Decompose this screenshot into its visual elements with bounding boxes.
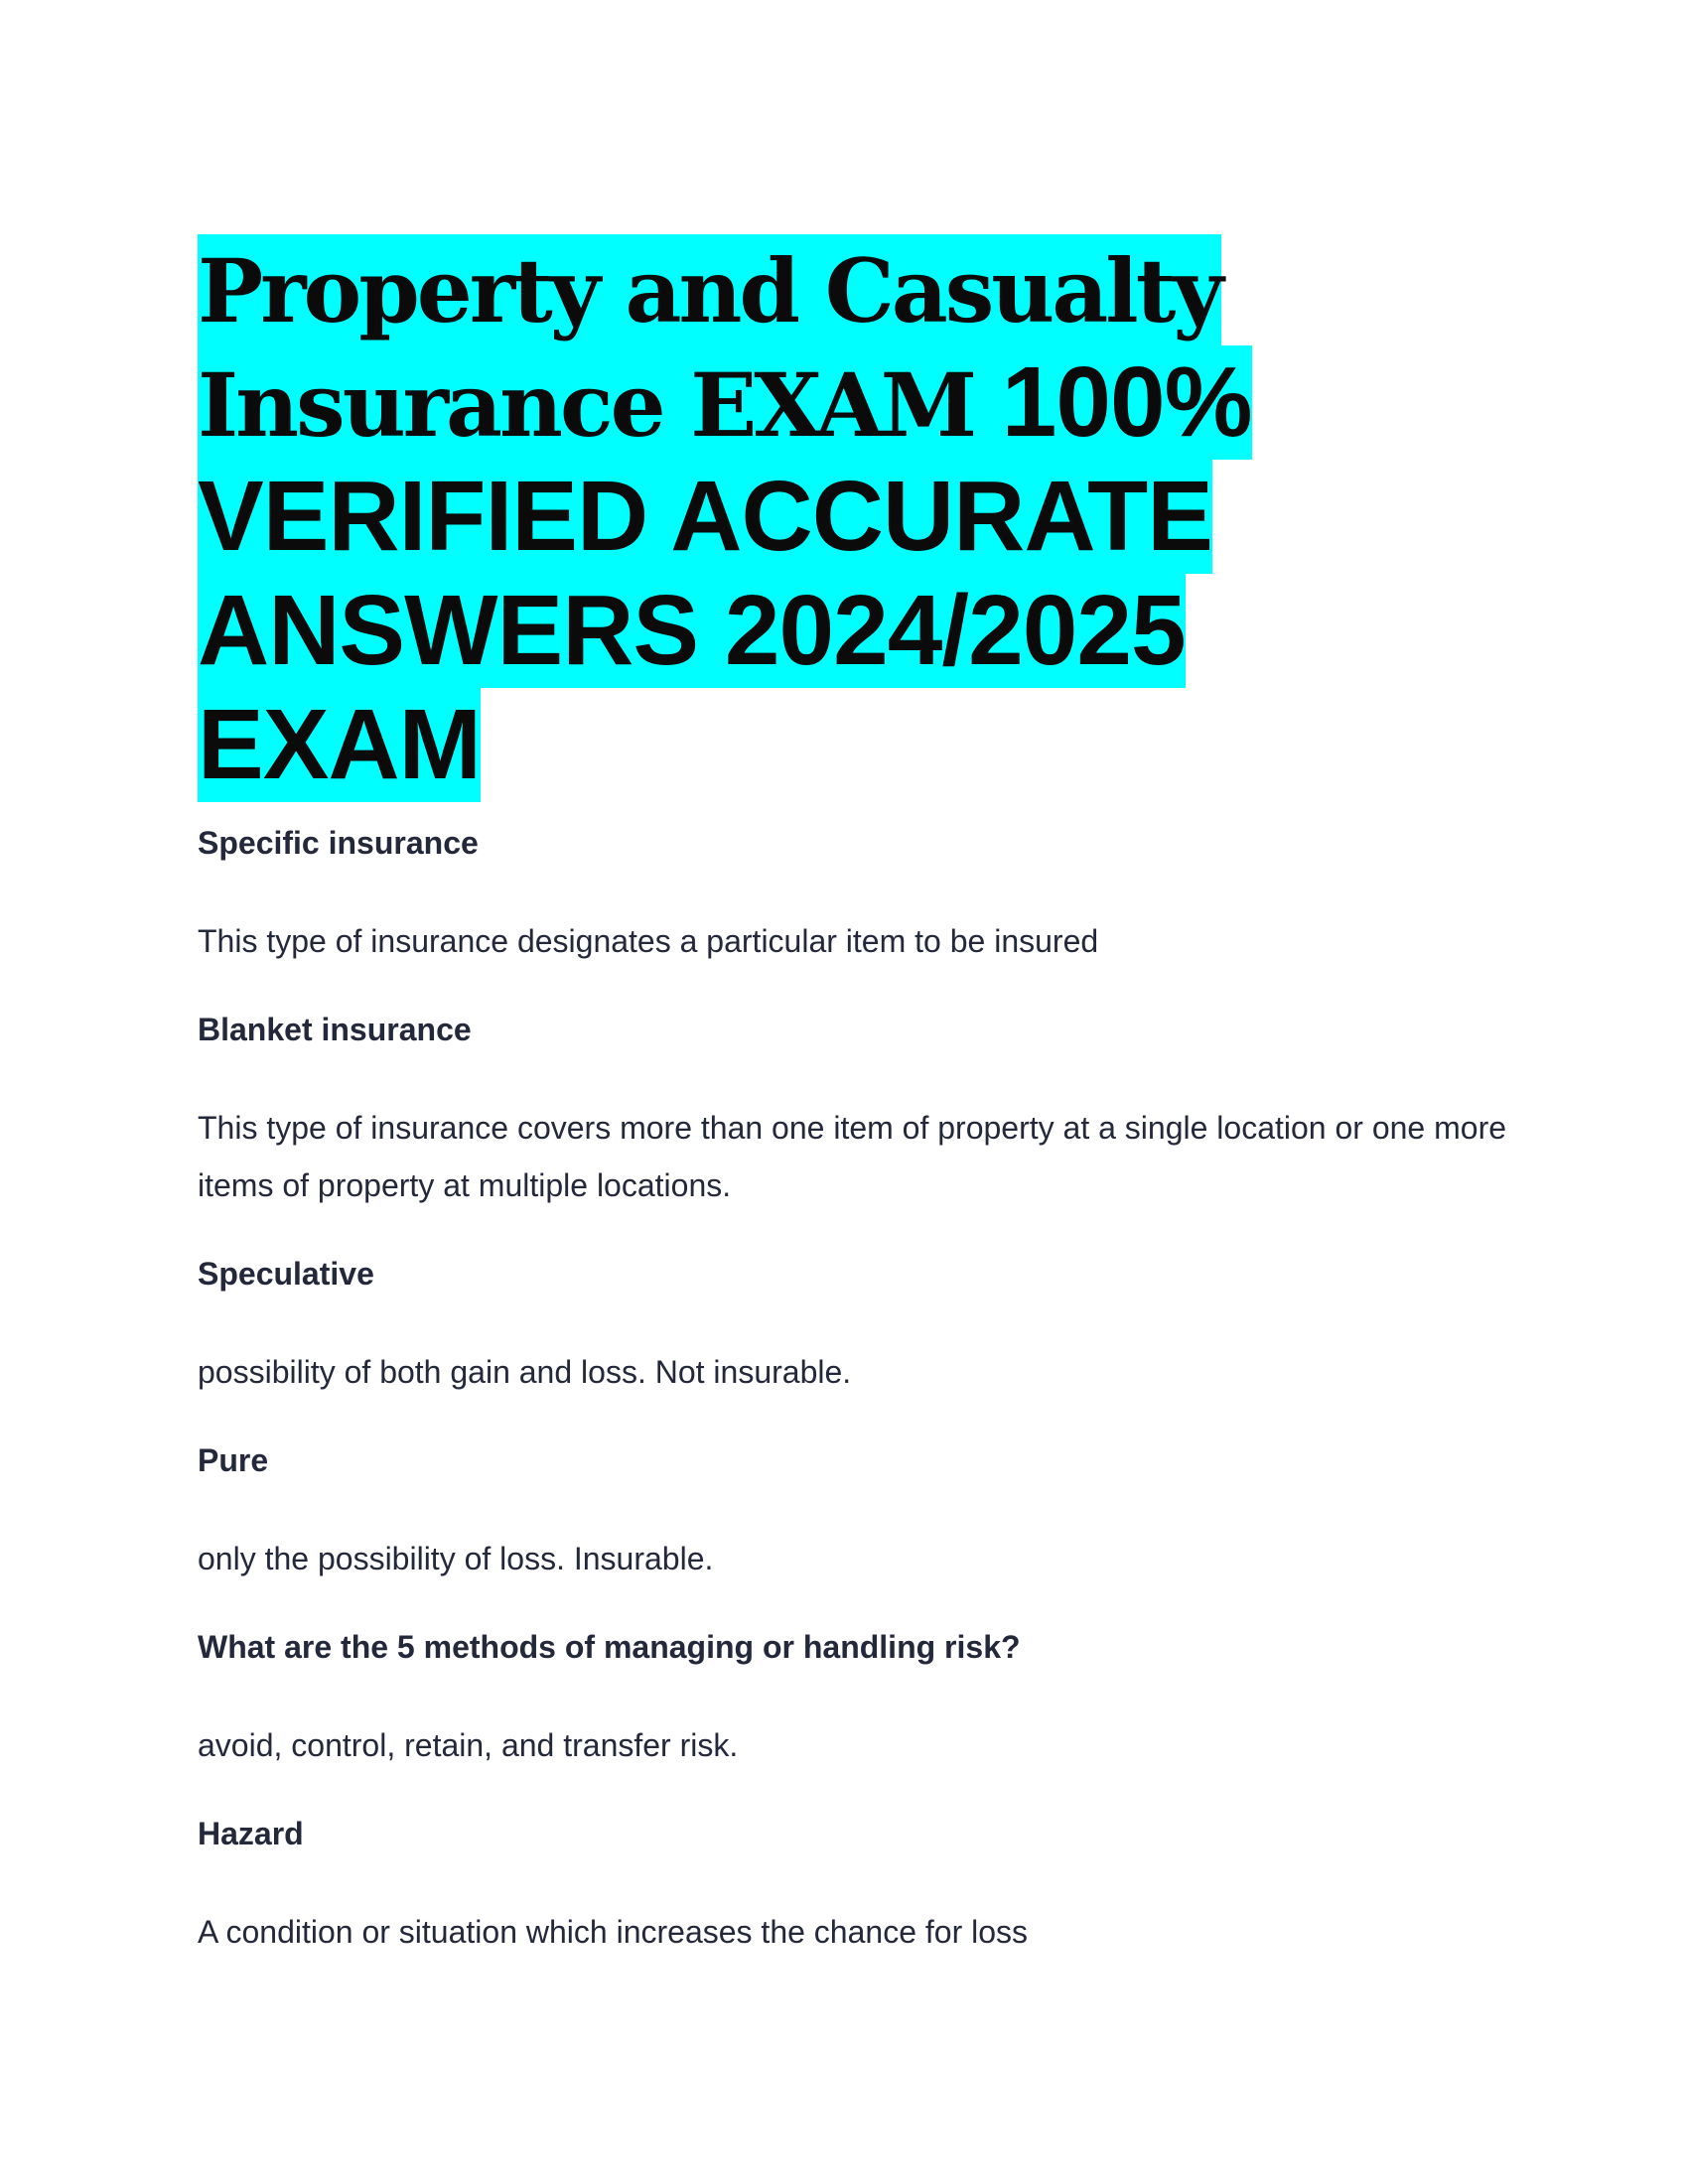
term: Speculative <box>198 1256 374 1292</box>
term: Blanket insurance <box>198 1012 472 1047</box>
document-title <box>198 230 1508 801</box>
qa-item <box>198 1440 1508 1627</box>
term: What are the 5 methods of managing or handling risk? <box>198 1629 1021 1665</box>
qa-item <box>198 823 1508 1010</box>
qa-item <box>198 1254 1508 1440</box>
title-text: Property and Casualty <box>198 234 1221 348</box>
definition: avoid, control, retain, and transfer risk. <box>198 1727 739 1763</box>
term: Hazard <box>198 1816 304 1851</box>
definition: This type of insurance designates a particular item to be insured <box>198 923 1099 959</box>
term: Pure <box>198 1442 269 1478</box>
qa-list <box>198 823 1508 1961</box>
title-line-1 <box>198 230 1508 344</box>
title-line-3 <box>198 459 1508 573</box>
title-text: EXAM <box>198 689 481 800</box>
definition: only the possibility of loss. Insurable. <box>198 1541 714 1576</box>
title-line-4 <box>198 573 1508 687</box>
qa-item <box>198 1814 1508 1961</box>
definition: possibility of both gain and loss. Not insurable. <box>198 1354 852 1390</box>
definition: A condition or situation which increases the chance for loss <box>198 1914 1029 1950</box>
title-text: 100% <box>1001 346 1252 458</box>
title-text: ANSWERS 2024/2025 <box>198 575 1186 686</box>
qa-item <box>198 1010 1508 1254</box>
definition: This type of insurance covers more than one item of property at a single location or one more items of property at multiple locations. <box>198 1110 1507 1203</box>
title-text: VERIFIED ACCURATE <box>198 461 1212 572</box>
title-line-5 <box>198 687 1508 801</box>
qa-item <box>198 1627 1508 1814</box>
title-text: Insurance EXAM <box>198 348 1002 463</box>
document-page <box>198 230 1508 1961</box>
term: Specific insurance <box>198 825 479 861</box>
title-line-2 <box>198 344 1508 459</box>
